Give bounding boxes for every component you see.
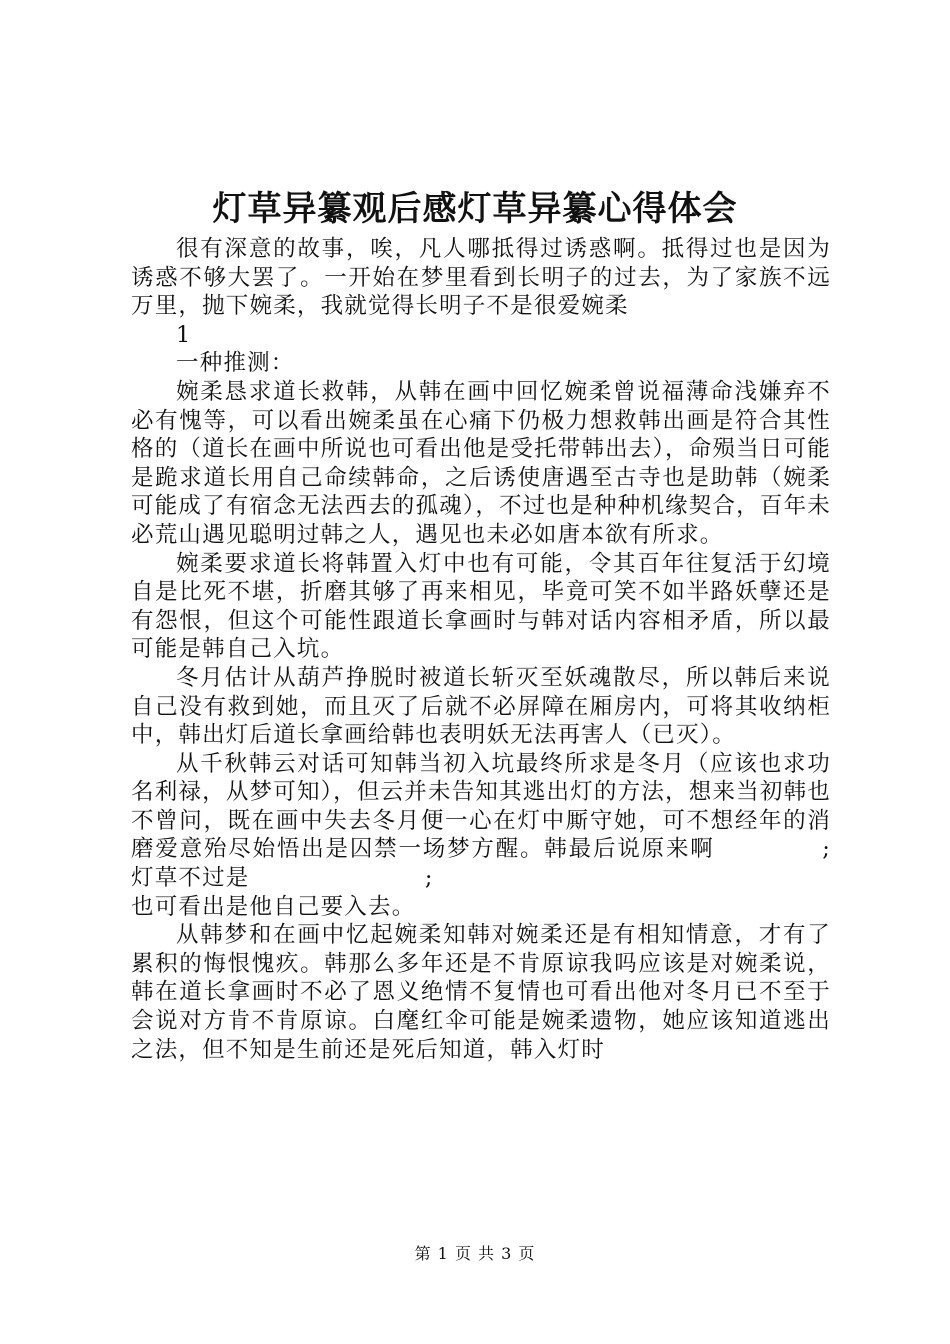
paragraph-5-text: 从千秋韩云对话可知韩当初入坑最终所求是冬月（应该也求功名利禄，从梦可知），但云并未告知其逃出灯的方法，想来当初韩也不曾问，既在画中失去冬月便一心在灯中厮守她，可不想经年的消磨爱意殆尽始悟出是囚禁一场梦方醒。韩最后说原来啊 bbox=[131, 750, 831, 863]
document-title: 灯草异纂观后感灯草异纂心得体会 bbox=[212, 189, 738, 229]
paragraph-2: 婉柔恳求道长救韩，从韩在画中回忆婉柔曾说福薄命浅嫌弃不必有愧等，可以看出婉柔虽在心痛下仍极力想救韩出画是符合其性格的（道长在画中所说也可看出他是受托带韩出去），命殒当日可能是跪求道长用自己命续韩命，之后诱使唐遇至古寺也是助韩（婉柔可能成了有宿念无法西去的孤魂），不过也是种种机缘契合，百年未必荒山遇见聪明过韩之人，遇见也未必如唐本欲有所求。 bbox=[131, 378, 831, 548]
paragraph-3: 婉柔要求道长将韩置入灯中也有可能，令其百年往复活于幻境自是比死不堪，折磨其够了再来相见，毕竟可笑不如半路妖孽还是有怨恨，但这个可能性跟道长拿画时与韩对话内容相矛盾，所以最可能是韩自己入坑。 bbox=[131, 550, 831, 663]
paragraph-1: 很有深意的故事，唉，凡人哪抵得过诱惑啊。抵得过也是因为诱惑不够大罢了。一开始在梦里看到长明子的过去，为了家族不远万里，抛下婉柔，我就觉得长明子不是很爱婉柔 bbox=[131, 236, 831, 320]
paragraph-heading: 一种推测： bbox=[176, 350, 295, 377]
paragraph-5-tail: 也可看出是他自己要入去。 bbox=[131, 893, 416, 920]
paragraph-6: 从韩梦和在画中忆起婉柔知韩对婉柔还是有相知情意，才有了累积的悔恨愧疚。韩那么多年还是不肯原谅我吗应该是对婉柔说，韩在道长拿画时不必了恩义绝情不复情也可看出他对冬月已不至于会说对方肯不肯原谅。白麾红伞可能是婉柔遗物，她应该知道逃出之法，但不知是生前还是死后知道，韩入灯时 bbox=[131, 922, 831, 1063]
paragraph-5 bbox=[131, 750, 831, 922]
gap-fragment-1: ;灯草不过是 bbox=[131, 836, 831, 892]
paragraph-4: 冬月估计从葫芦挣脱时被道长斩灭至妖魂散尽，所以韩后来说自己没有救到她，而且灭了后就不必屏障在厢房内，可将其收纳柜中，韩出灯后道长拿画给韩也表明妖无法再害人（已灭）。 bbox=[131, 664, 831, 749]
page-footer: 第 1 页 共 3 页 bbox=[414, 1244, 536, 1263]
page-marker: 1 bbox=[176, 321, 192, 348]
gap-fragment-2: ; bbox=[424, 865, 434, 892]
document-body bbox=[131, 235, 831, 1064]
